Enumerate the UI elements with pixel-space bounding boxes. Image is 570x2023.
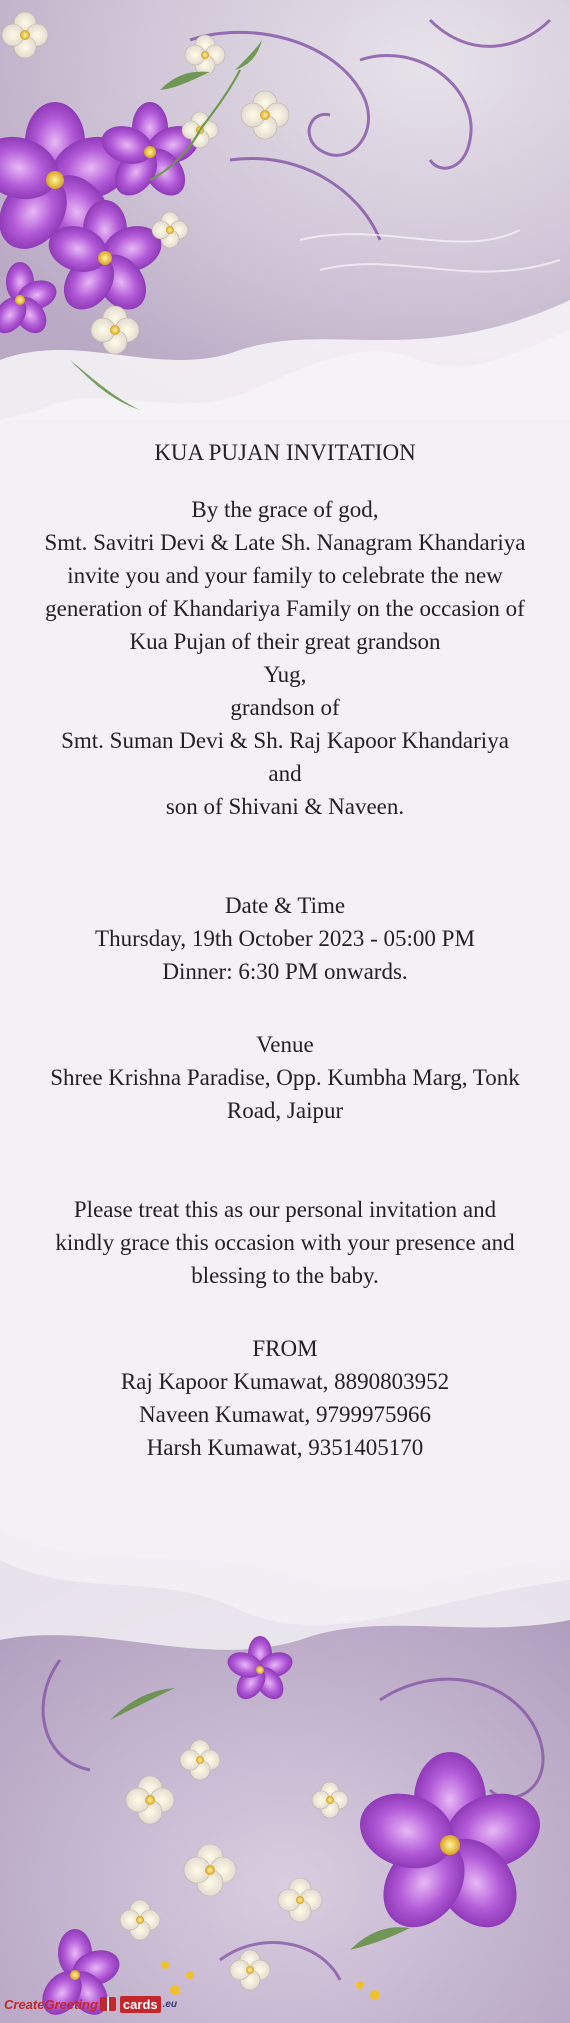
- brand-badge: cards: [120, 1996, 161, 2013]
- brand-tld: .eu: [162, 1998, 178, 2010]
- contact-line: Raj Kapoor Kumawat, 8890803952: [120, 1369, 450, 1394]
- brand-watermark[interactable]: [4, 1990, 177, 2018]
- contact-line: Naveen Kumawat, 9799975966: [139, 1402, 431, 1427]
- body-line: Smt. Savitri Devi & Late Sh. Nanagram Khandariya: [44, 530, 526, 555]
- gift-icon: [100, 1997, 116, 2011]
- body-line: Kua Pujan of their great grandson: [129, 629, 441, 654]
- body-line: generation of Khandariya Family on the occasion of: [45, 596, 525, 621]
- child-name: Yug,: [263, 662, 307, 687]
- invitation-title: KUA PUJAN INVITATION: [154, 440, 416, 465]
- and-label: and: [268, 761, 302, 786]
- closing-text: blessing to the baby.: [191, 1263, 379, 1288]
- closing-text: Please treat this as our personal invitation and: [73, 1197, 497, 1222]
- closing-text: kindly grace this occasion with your presence and: [55, 1230, 515, 1255]
- greeting: By the grace of god,: [191, 497, 379, 522]
- contact-line: Harsh Kumawat, 9351405170: [146, 1435, 424, 1460]
- venue-address: Shree Krishna Paradise, Opp. Kumbha Marg, Tonk: [50, 1065, 520, 1090]
- grandson-of-label: grandson of: [230, 695, 340, 720]
- event-datetime: Thursday, 19th October 2023 - 05:00 PM: [95, 926, 475, 951]
- invitation-text: [30, 436, 540, 1464]
- dinner-time: Dinner: 6:30 PM onwards.: [162, 959, 408, 984]
- brand-name: CreateGreeting: [4, 1996, 98, 2012]
- venue-heading: Venue: [256, 1032, 314, 1057]
- from-heading: FROM: [252, 1336, 318, 1361]
- body-line: invite you and your family to celebrate the new: [67, 563, 503, 588]
- parents: son of Shivani & Naveen.: [165, 794, 405, 819]
- datetime-heading: Date & Time: [224, 893, 346, 918]
- venue-address: Road, Jaipur: [226, 1098, 344, 1123]
- grandparents: Smt. Suman Devi & Sh. Raj Kapoor Khandariya: [61, 728, 509, 753]
